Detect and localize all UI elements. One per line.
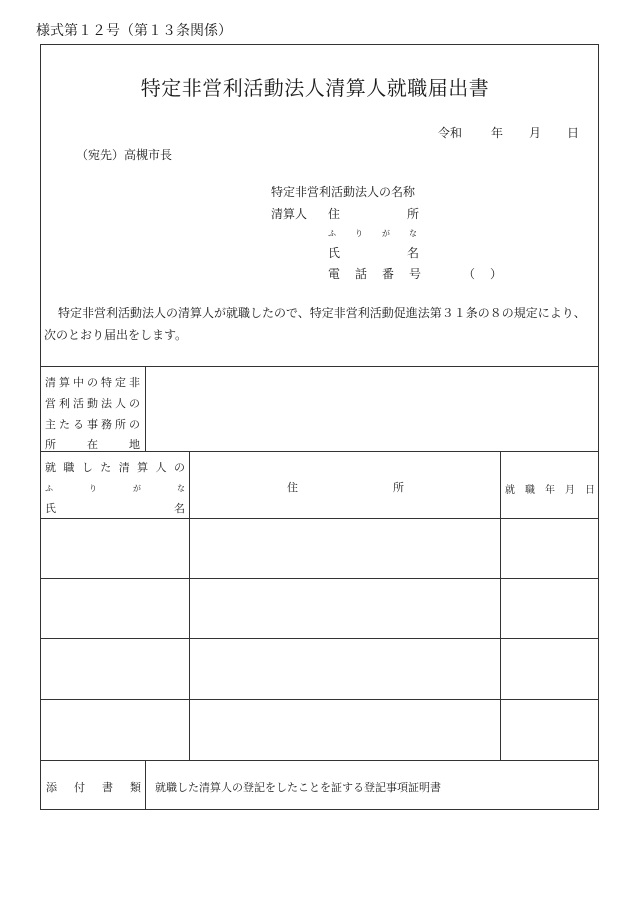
row-4-address-field[interactable] [191, 701, 499, 759]
office-label-char: 利 [59, 397, 70, 410]
row-2-name-field[interactable] [42, 580, 188, 637]
header-char: 名 [174, 502, 185, 515]
header-address-char: 住 [287, 481, 298, 494]
date-month-label: 月 [529, 126, 542, 140]
office-label-char: 算 [59, 376, 70, 389]
form-title: 特定非営利活動法人清算人就職届出書 [140, 76, 490, 100]
table-rule [40, 638, 599, 639]
attachment-label-char: 書 [102, 781, 113, 794]
office-label-char: の [87, 376, 98, 389]
phone-label-char: 番 [382, 267, 395, 281]
table-rule [40, 699, 599, 700]
office-label-char: る [73, 418, 84, 431]
office-label-char: 清 [45, 376, 56, 389]
furigana-label-char: な [409, 229, 417, 238]
row-3-address-field[interactable] [191, 640, 499, 698]
header-name-line-2 [45, 483, 185, 494]
phone-label-char: 話 [355, 267, 368, 281]
header-char: 職 [525, 485, 535, 496]
row-2-date-field[interactable] [502, 580, 598, 637]
date-era: 令和 [438, 126, 463, 140]
table-rule [40, 578, 599, 579]
name-label-char: 名 [407, 246, 420, 260]
office-label-char: 在 [87, 438, 98, 451]
furigana-label-char: り [355, 229, 363, 238]
office-label-line-2 [45, 395, 140, 411]
addressee: （宛先）高槻市長 [76, 148, 173, 162]
table-rule [145, 760, 146, 810]
row-1-date-field[interactable] [502, 520, 598, 577]
header-char: が [133, 484, 141, 493]
liquidator-label: 清算人 [271, 207, 308, 221]
attachment-label-char: 付 [74, 781, 85, 794]
row-3-name-field[interactable] [42, 640, 188, 698]
phone-label-char: 号 [409, 267, 422, 281]
office-label-char: 主 [45, 418, 56, 431]
office-label-char: 地 [129, 438, 140, 451]
table-rule [189, 451, 190, 760]
header-char: 職 [63, 461, 75, 474]
row-4-date-field[interactable] [502, 701, 598, 759]
header-address-char: 所 [393, 481, 404, 494]
attachment-label-char: 類 [130, 781, 141, 794]
header-char: し [81, 461, 93, 474]
office-label-char: 所 [115, 418, 126, 431]
office-label-char: 特 [101, 376, 112, 389]
row-2-address-field[interactable] [191, 580, 499, 637]
office-label-char: 動 [87, 397, 98, 410]
office-label-line-1 [45, 374, 140, 390]
header-char: ふ [45, 484, 53, 493]
office-label-char: 法 [101, 397, 112, 410]
header-char: の [173, 461, 185, 474]
row-4-name-field[interactable] [42, 701, 188, 759]
table-rule [40, 760, 599, 761]
corp-name-label: 特定非営利活動法人の名称 [271, 185, 416, 199]
attachment-label [46, 779, 141, 795]
office-label-char: 活 [73, 397, 84, 410]
table-rule [500, 451, 501, 760]
table-rule [40, 518, 599, 519]
row-1-address-field[interactable] [191, 520, 499, 577]
header-date [505, 481, 595, 496]
office-label-line-3 [45, 416, 140, 432]
office-label-char: 中 [73, 376, 84, 389]
header-char: 年 [545, 485, 555, 496]
header-char: な [177, 484, 185, 493]
header-char: り [89, 484, 97, 493]
phone-paren-close: ） [490, 267, 503, 281]
header-char: 日 [585, 485, 595, 496]
table-rule [145, 366, 146, 451]
name-label-char: 氏 [328, 246, 341, 260]
row-3-date-field[interactable] [502, 640, 598, 698]
row-1-name-field[interactable] [42, 520, 188, 577]
header-char: 氏 [45, 502, 56, 515]
office-label-char: た [59, 418, 70, 431]
address-label-char: 所 [407, 207, 420, 221]
table-rule [40, 366, 599, 367]
attachment-label-char: 添 [46, 781, 57, 794]
phone-paren-open: （ [463, 267, 476, 281]
office-label-char: の [129, 418, 140, 431]
header-char: 月 [565, 485, 575, 496]
declaration-text: 特定非営利活動法人の清算人が就職したので、特定非営利活動促進法第３１条の８の規定により、次のとおり届出をします。 [44, 306, 586, 342]
address-label-char: 住 [328, 207, 341, 221]
header-char: 算 [137, 461, 149, 474]
date-year-label: 年 [491, 126, 504, 140]
furigana-label-char: ふ [328, 229, 336, 238]
office-label-char: 営 [45, 397, 56, 410]
office-label-char: 事 [87, 418, 98, 431]
header-name-line-1 [45, 459, 185, 475]
header-char: 就 [505, 485, 515, 496]
header-name-line-3 [45, 500, 185, 516]
office-label-char: 非 [129, 376, 140, 389]
header-char: 人 [155, 461, 167, 474]
office-label-char: 人 [115, 397, 126, 410]
header-char: 清 [118, 461, 130, 474]
office-label-char: 務 [101, 418, 112, 431]
date-day-label: 日 [567, 126, 580, 140]
header-char: 就 [45, 461, 56, 474]
office-label-line-4 [45, 436, 140, 452]
office-label-char: の [129, 397, 140, 410]
office-label-char: 定 [115, 376, 126, 389]
attachment-value: 就職した清算人の登記をしたことを証する登記事項証明書 [155, 781, 441, 794]
phone-label-char: 電 [328, 267, 341, 281]
form-number: 様式第１２号（第１３条関係） [36, 23, 232, 39]
office-label-char: 所 [45, 438, 56, 451]
furigana-label-char: が [382, 229, 390, 238]
office-location-field[interactable] [147, 368, 597, 449]
header-char: た [100, 461, 112, 474]
